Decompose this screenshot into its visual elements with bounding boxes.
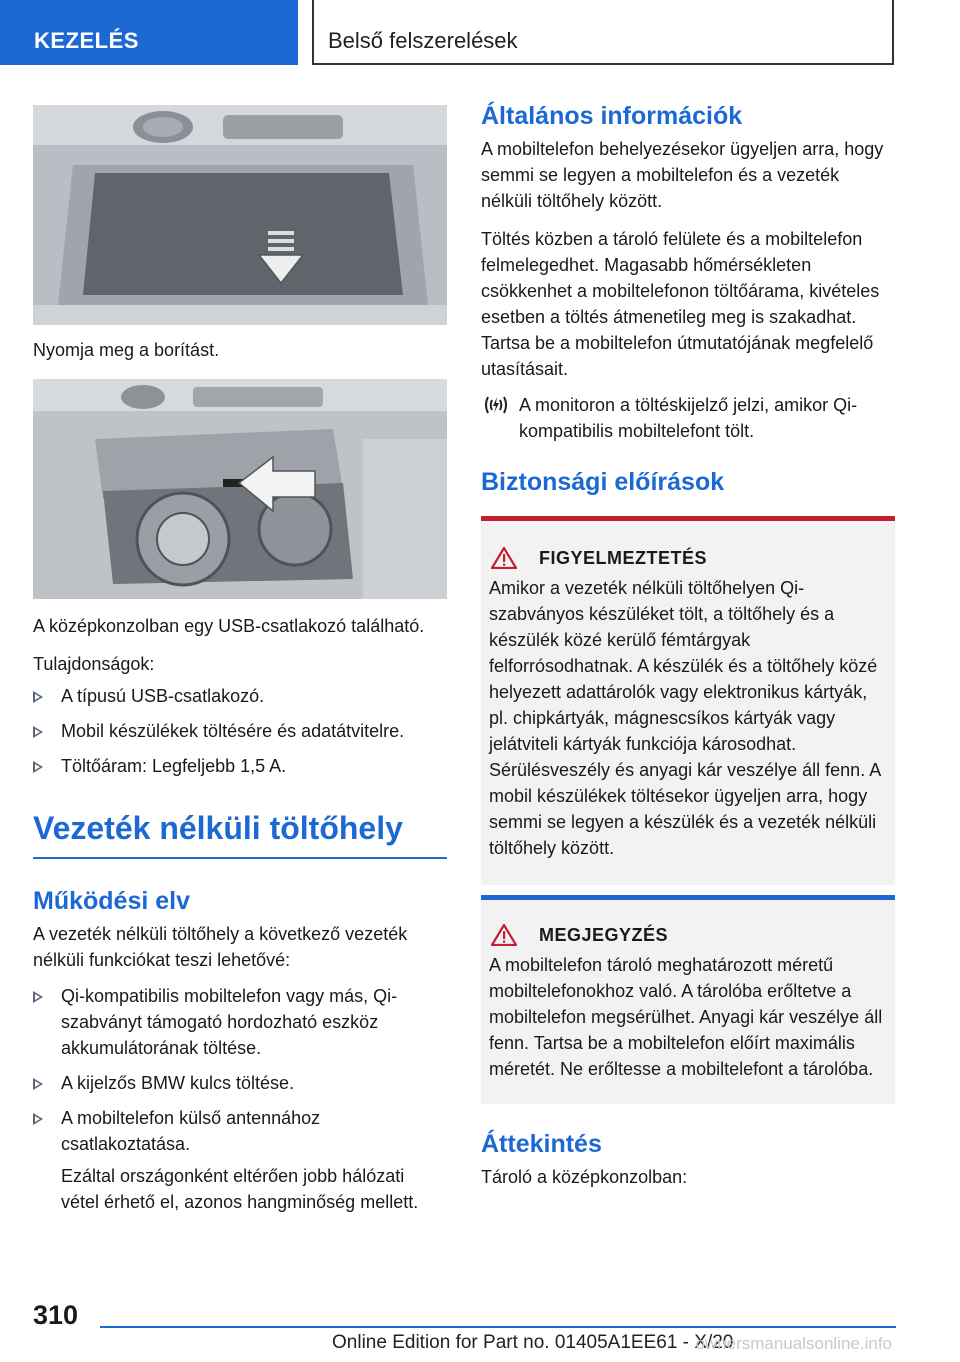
heading-general: Általános információk xyxy=(481,102,743,130)
caption-press-cover: Nyomja meg a borítást. xyxy=(33,340,220,360)
triangle-bullet-icon xyxy=(33,1078,43,1090)
warning-title-row xyxy=(489,547,885,569)
general-p2: Töltés közben a tároló felülete és a mobiltelefon felmelegedhet. Magasabb hőmérsékleten csökkenhet a mobiltelefonon töltőárama, kivételes esetben a töltés átmenetileg meg is szakadhat. Tartsa be a mobiltelefon útmutatójának megfelelő utasításait. xyxy=(481,229,880,379)
general-p3: A monitoron a töltéskijelző jelzi, amikor Qi-kompatibilis mobiltelefont tölt. xyxy=(519,395,858,441)
warning-box xyxy=(481,516,895,885)
heading-overview: Áttekintés xyxy=(481,1130,602,1158)
footer-rule xyxy=(100,1326,896,1328)
list-item-subtext: Ezáltal országonként eltérően jobb hálózati vétel érhető el, azonos hangminőség mellett. xyxy=(61,1166,419,1212)
triangle-bullet-icon xyxy=(33,761,43,773)
photo-usb-port xyxy=(33,379,447,599)
qi-indicator-line xyxy=(481,392,895,444)
list-item-text: Mobil készülékek töltésére és adatátvitelre. xyxy=(61,721,405,741)
left-column xyxy=(33,105,447,1224)
heading-wireless-charging: Vezeték nélküli töltőhely xyxy=(33,809,447,859)
warning-triangle-icon xyxy=(491,547,517,569)
wireless-charging-icon xyxy=(481,392,511,418)
triangle-bullet-icon xyxy=(33,691,43,703)
overview-text: Tároló a középkonzolban: xyxy=(481,1167,688,1187)
list-item xyxy=(33,753,447,779)
caption-usb: A középkonzolban egy USB-csatlakozó található. xyxy=(33,616,425,636)
caution-triangle-icon xyxy=(491,924,517,946)
footer-edition: Online Edition for Part no. 01405A1EE61 - X/20 xyxy=(332,1332,734,1353)
properties-list xyxy=(33,683,447,779)
list-item xyxy=(33,1105,447,1215)
heading-safety: Biztonsági előírások xyxy=(481,468,725,496)
list-item xyxy=(33,983,447,1061)
right-column xyxy=(481,100,895,1190)
list-item-text: A kijelzős BMW kulcs töltése. xyxy=(61,1073,295,1093)
note-title-row xyxy=(489,924,885,946)
list-item-text: A mobiltelefon külső antennához csatlakoztatása. xyxy=(61,1108,321,1154)
triangle-bullet-icon xyxy=(33,726,43,738)
list-item-text: Töltőáram: Legfeljebb 1,5 A. xyxy=(61,756,287,776)
general-p1: A mobiltelefon behelyezésekor ügyeljen arra, hogy semmi se legyen a mobiltelefon és a vezeték nélküli töltőhely között. xyxy=(481,139,884,211)
section-tab: KEZELÉS xyxy=(0,0,298,65)
note-title: MEGJEGYZÉS xyxy=(539,924,669,945)
warning-title: FIGYELMEZTETÉS xyxy=(539,547,708,568)
note-text: A mobiltelefon tároló meghatározott méretű mobiltelefonokhoz való. A tárolóba erőltetve a mobiltelefon megsérülhet. Anyagi kár veszélye áll fenn. Tartsa be a mobiltelefon előírt maximális méretét. Ne erőltesse a mobiltelefont a tárolóba. xyxy=(489,955,883,1079)
watermark: ownersmanualsonline.info xyxy=(695,1334,892,1353)
note-box xyxy=(481,895,895,1104)
list-item-text: Qi-kompatibilis mobiltelefon vagy más, Qi-szabványt támogató hordozható eszköz akkumulátorának töltése. xyxy=(61,986,398,1058)
warning-text: Amikor a vezeték nélküli töltőhelyen Qi-szabványos készüléket tölt, a töltőhely és a készülék közé kerülő fémtárgyak felforrósodhatnak. A készülék és a töltőhely közé helyezett adattárolók vagy elektronikus kártyák, pl. chipkártyák, mágnescsíkos kártyák vagy jelátviteli kártyák funkciója károsodhat. Sérülésveszély és anyagi kár veszélye áll fenn. A mobil készülékek töltésekor ügyeljen arra, hogy semmi se legyen a készülék és a vezeték nélküli töltőhely között. xyxy=(489,578,881,858)
list-item xyxy=(33,1070,447,1096)
list-item xyxy=(33,718,447,744)
triangle-bullet-icon xyxy=(33,1113,43,1125)
chapter-title: Belső felszerelések xyxy=(312,0,894,65)
functions-list xyxy=(33,983,447,1215)
properties-label: Tulajdonságok: xyxy=(33,654,155,674)
heading-principle: Működési elv xyxy=(33,887,190,915)
list-item xyxy=(33,683,447,709)
triangle-bullet-icon xyxy=(33,991,43,1003)
page-number: 310 xyxy=(33,1300,79,1330)
principle-intro: A vezeték nélküli töltőhely a következő vezeték nélküli funkciókat teszi lehetővé: xyxy=(33,924,408,970)
photo-console-cover xyxy=(33,105,447,325)
list-item-text: A típusú USB-csatlakozó. xyxy=(61,686,265,706)
